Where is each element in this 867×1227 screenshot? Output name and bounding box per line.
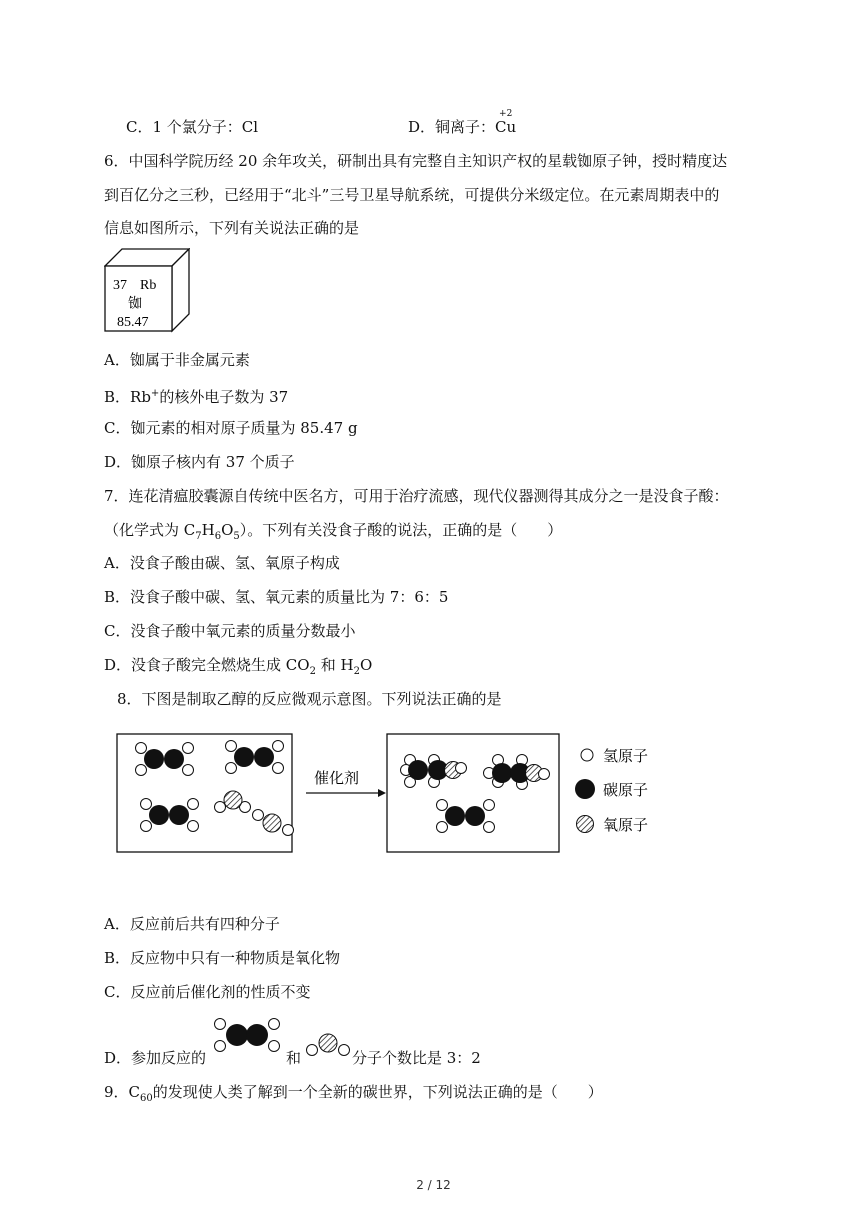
legend: [575, 747, 648, 834]
q7-stem-line2: [104, 520, 562, 547]
copper-symbol: Cu: [495, 118, 517, 136]
page-number: 2 / 12: [416, 1178, 451, 1192]
q7-sub-o: 5: [233, 531, 240, 542]
q7-option-a: A．没食子酸由碳、氢、氧原子构成: [104, 554, 340, 572]
q6-option-b-charge: +: [150, 388, 160, 399]
q9-stem-post: 的发现使人类了解到一个全新的碳世界，下列说法正确的是（ ）: [152, 1083, 603, 1101]
legend-oxygen: 氧原子: [603, 816, 649, 834]
q7-stem-line1: 7．连花清瘟胶囊源自传统中医名方，可用于治疗流感，现代仪器测得其成分之一是没食子酸：: [104, 487, 729, 505]
q6-stem-line1: 6．中国科学院历经 20 余年攻关，研制出具有完整自主知识产权的星载铷原子钟，授时精度达: [104, 152, 728, 170]
q7-sub-c: 7: [195, 531, 202, 542]
q7-sub-h2o: 2: [353, 666, 360, 677]
q7-option-c: C．没食子酸中氧元素的质量分数最小: [104, 622, 356, 640]
q7-option-d-mid: 和 H: [315, 656, 354, 674]
reaction-diagram: [116, 730, 676, 860]
atomic-number: 37: [113, 278, 127, 293]
q8-option-c: C．反应前后催化剂的性质不变: [104, 983, 311, 1001]
ethylene-molecule-inline-icon: [212, 1016, 282, 1054]
q5-option-d: [408, 109, 517, 137]
q9-stem: [104, 1082, 603, 1109]
q7-sub-co2: 2: [309, 666, 316, 677]
arrow-head-icon: [378, 789, 386, 797]
q7-stem-post: ）。下列有关没食子酸的说法，正确的是（ ）: [239, 521, 563, 539]
q8-option-d-post: 分子个数比是 3：2: [352, 1049, 481, 1067]
copper-charge: +2: [499, 109, 513, 119]
q7-formula-pre: （化学式为 C: [104, 521, 196, 539]
q5-option-c: C．1 个氯分子：Cl: [126, 118, 259, 136]
element-symbol: Rb: [140, 278, 157, 293]
q8-stem: 8．下图是制取乙醇的反应微观示意图。下列说法正确的是: [117, 690, 502, 708]
products-box: [387, 734, 559, 852]
water-molecule-inline-icon: [304, 1030, 352, 1060]
q5-option-d-prefix: D．铜离子：: [408, 118, 496, 136]
q8-option-d-mid: 和: [286, 1049, 302, 1067]
q6-stem-line3: 信息如图所示，下列有关说法正确的是: [104, 219, 360, 237]
legend-carbon: 碳原子: [603, 781, 649, 799]
q8-option-a: A．反应前后共有四种分子: [104, 915, 280, 933]
q7-option-d: [104, 655, 372, 682]
oxygen-legend-icon: [577, 816, 594, 833]
hydrogen-legend-icon: [581, 749, 593, 761]
q9-sub-60: 60: [140, 1093, 153, 1104]
q6-option-b-post: 的核外电子数为 37: [159, 388, 289, 406]
element-cell-rubidium: [104, 248, 190, 334]
q6-option-b: [104, 384, 288, 407]
copper-ion-symbol: [495, 109, 517, 137]
q6-option-b-pre: B．Rb: [104, 388, 151, 406]
q7-option-d-pre: D．没食子酸完全燃烧生成 CO: [104, 656, 310, 674]
atomic-mass: 85.47: [117, 315, 149, 330]
q7-sub-h: 6: [214, 531, 222, 542]
q7-formula-h: H: [201, 521, 215, 539]
q7-formula-o: O: [221, 521, 234, 539]
q7-option-d-post: O: [359, 656, 373, 674]
element-name: 铷: [128, 296, 142, 312]
q8-option-d-pre: D．参加反应的: [104, 1049, 207, 1067]
carbon-legend-icon: [575, 779, 595, 799]
legend-hydrogen: 氢原子: [603, 747, 649, 765]
q6-option-d: D．铷原子核内有 37 个质子: [104, 453, 295, 471]
q8-option-b: B．反应物中只有一种物质是氧化物: [104, 949, 341, 967]
q9-stem-pre: 9．C: [104, 1083, 141, 1101]
catalyst-label: 催化剂: [314, 769, 360, 787]
q6-stem-line2: 到百亿分之三秒，已经用于“北斗”三号卫星导航系统，可提供分米级定位。在元素周期表中的: [104, 186, 720, 204]
q7-option-b: B．没食子酸中碳、氢、氧元素的质量比为 7：6：5: [104, 588, 449, 606]
q6-option-c: C．铷元素的相对原子质量为 85.47 g: [104, 419, 358, 437]
q8-option-d: [104, 1048, 206, 1068]
q6-option-a: A．铷属于非金属元素: [104, 351, 250, 369]
